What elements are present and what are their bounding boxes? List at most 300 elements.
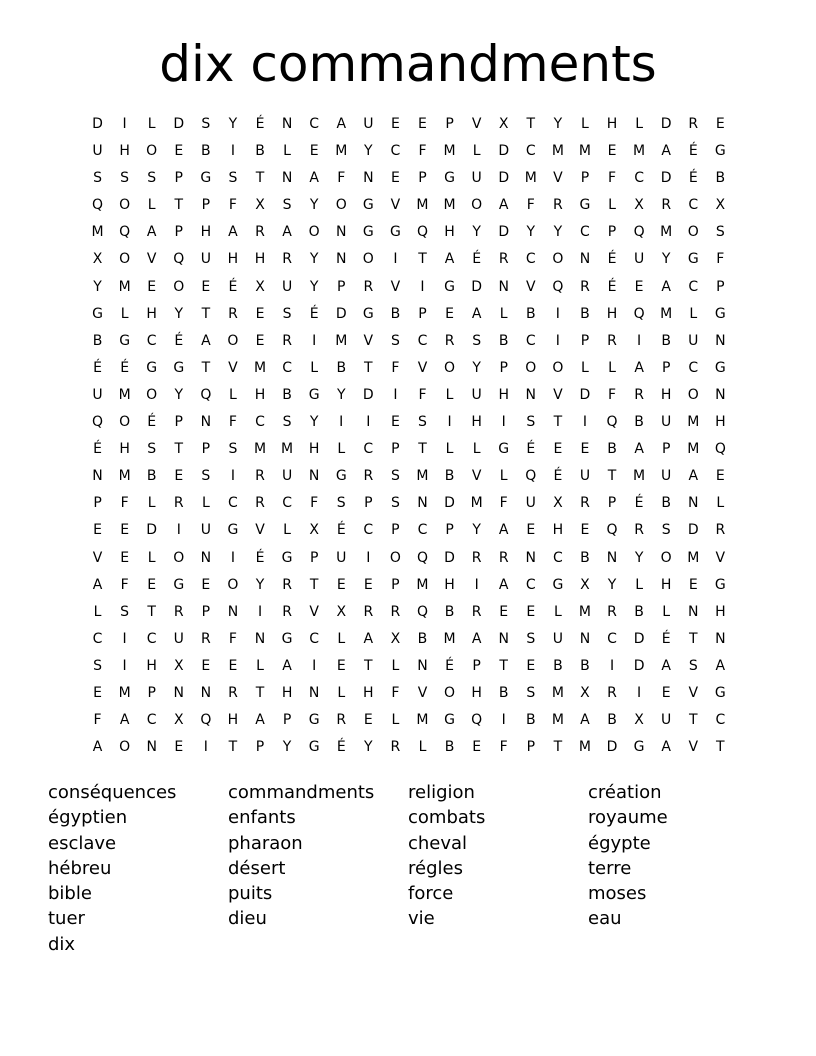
grid-letter: M xyxy=(118,468,131,485)
grid-letter: P xyxy=(661,441,671,458)
word-list-item: désert xyxy=(228,857,286,879)
grid-letter: É xyxy=(120,359,130,376)
grid-letter: L xyxy=(499,305,508,322)
grid-row xyxy=(84,734,734,761)
grid-letter: I xyxy=(122,657,127,674)
grid-letter: D xyxy=(146,522,158,539)
grid-letter: Y xyxy=(472,224,481,241)
grid-letter: R xyxy=(580,495,590,512)
grid-letter: F xyxy=(391,684,400,701)
grid-letter: Q xyxy=(92,414,104,431)
grid-letter: H xyxy=(119,143,130,160)
word-list-item: force xyxy=(408,883,454,905)
grid-letter: B xyxy=(634,414,644,431)
grid-letter: Y xyxy=(553,116,563,132)
grid-letter: T xyxy=(364,657,373,674)
grid-letter: L xyxy=(229,386,237,403)
grid-letter: L xyxy=(120,305,129,322)
grid-letter: F xyxy=(120,576,129,593)
grid-letter: G xyxy=(173,359,185,376)
grid-letter: T xyxy=(364,359,373,376)
grid-letter: X xyxy=(715,197,726,214)
grid-letter: I xyxy=(393,386,398,403)
grid-letter: É xyxy=(661,630,671,647)
word-list-item: esclave xyxy=(48,832,117,854)
grid-letter: Q xyxy=(416,603,428,620)
grid-letter: L xyxy=(310,359,319,376)
grid-letter: C xyxy=(146,630,157,647)
grid-letter: Q xyxy=(633,224,645,241)
grid-letter: G xyxy=(146,359,158,376)
grid-letter: P xyxy=(147,684,156,701)
grid-letter: P xyxy=(445,522,454,539)
grid-letter: N xyxy=(417,657,428,674)
word-list-item: commandments xyxy=(228,782,375,803)
grid-row xyxy=(84,599,734,626)
grid-letter: T xyxy=(255,170,265,187)
grid-letter: P xyxy=(201,197,211,214)
grid-letter: Y xyxy=(174,305,184,322)
grid-letter: I xyxy=(474,576,479,593)
grid-letter: T xyxy=(228,739,238,756)
grid-letter: B xyxy=(525,712,536,729)
grid-letter: É xyxy=(174,332,184,349)
grid-letter: Y xyxy=(309,197,319,214)
grid-letter: U xyxy=(281,278,293,295)
grid-letter: E xyxy=(201,278,211,295)
grid-letter: V xyxy=(390,197,401,214)
grid-letter: H xyxy=(119,441,130,458)
grid-letter: D xyxy=(498,224,510,241)
grid-letter: É xyxy=(607,278,617,295)
grid-letter: B xyxy=(634,603,644,620)
grid-letter: R xyxy=(498,251,509,268)
grid-letter: Y xyxy=(607,576,617,593)
grid-letter: É xyxy=(309,305,319,322)
grid-letter: R xyxy=(173,603,184,620)
grid-letter: G xyxy=(444,278,455,295)
grid-letter: F xyxy=(716,251,725,268)
grid-row xyxy=(84,680,734,707)
grid-letter: A xyxy=(471,630,482,647)
grid-letter: A xyxy=(661,143,671,160)
grid-letter: L xyxy=(337,630,346,647)
grid-letter: A xyxy=(363,630,374,647)
grid-letter: N xyxy=(308,468,320,485)
grid-letter: N xyxy=(498,278,509,295)
grid-letter: X xyxy=(390,630,401,647)
grid-letter: S xyxy=(472,332,482,349)
grid-letter: O xyxy=(471,197,483,214)
grid-letter: P xyxy=(309,549,319,566)
grid-letter: E xyxy=(526,603,536,620)
grid-letter: D xyxy=(362,386,374,403)
grid-letter: P xyxy=(174,414,183,431)
word-list-item: religion xyxy=(408,782,475,803)
grid-letter: M xyxy=(660,305,673,322)
grid-row xyxy=(84,382,734,409)
grid-letter: M xyxy=(633,143,646,160)
grid-letter: N xyxy=(200,684,212,701)
grid-letter: G xyxy=(444,170,455,187)
word-list-item: égypte xyxy=(588,832,651,854)
grid-letter: T xyxy=(174,441,184,458)
grid-letter: G xyxy=(92,305,103,322)
grid-letter: C xyxy=(309,630,320,647)
grid-letter: I xyxy=(339,414,344,431)
grid-letter: D xyxy=(498,170,510,187)
grid-letter: A xyxy=(715,657,726,674)
grid-letter: X xyxy=(173,712,184,729)
grid-letter: P xyxy=(526,739,536,756)
grid-letter: G xyxy=(281,549,293,566)
grid-letter: V xyxy=(688,684,699,701)
grid-letter: N xyxy=(254,630,266,647)
grid-letter: H xyxy=(552,522,564,539)
grid-letter: A xyxy=(661,739,671,756)
grid-letter: L xyxy=(499,468,508,485)
grid-letter: R xyxy=(363,278,374,295)
grid-letter: F xyxy=(391,359,400,376)
grid-letter: N xyxy=(92,468,103,485)
grid-row xyxy=(84,274,734,301)
word-list-item: royaume xyxy=(588,807,668,829)
grid-letter: O xyxy=(173,278,185,295)
grid-letter: C xyxy=(634,170,644,187)
grid-letter: T xyxy=(418,441,427,458)
grid-letter: P xyxy=(337,278,346,295)
grid-letter: H xyxy=(227,712,239,729)
grid-letter: L xyxy=(472,143,481,160)
grid-row xyxy=(84,301,734,328)
grid-letter: R xyxy=(255,495,265,512)
grid-letter: B xyxy=(498,332,509,349)
grid-letter: L xyxy=(472,441,481,458)
grid-letter: E xyxy=(201,657,211,674)
grid-letter: A xyxy=(146,224,157,241)
grid-letter: U xyxy=(281,468,293,485)
grid-letter: T xyxy=(255,684,265,701)
grid-letter: V xyxy=(471,468,482,485)
grid-letter: I xyxy=(230,143,235,160)
grid-letter: T xyxy=(174,197,184,214)
grid-letter: O xyxy=(687,386,699,403)
grid-letter: U xyxy=(471,170,482,187)
grid-letter: H xyxy=(308,441,320,458)
grid-letter: G xyxy=(687,251,699,268)
grid-letter: G xyxy=(281,630,293,647)
grid-letter: P xyxy=(364,495,373,512)
grid-letter: I xyxy=(122,116,127,132)
grid-letter: O xyxy=(119,414,131,431)
grid-letter: U xyxy=(688,332,699,349)
grid-letter: X xyxy=(336,603,347,620)
grid-letter: I xyxy=(637,332,642,349)
grid-letter: V xyxy=(553,386,563,403)
grid-letter: B xyxy=(607,712,617,729)
grid-letter: L xyxy=(445,386,454,403)
grid-letter: I xyxy=(393,251,398,268)
grid-letter: I xyxy=(176,522,181,539)
grid-letter: M xyxy=(443,197,456,214)
grid-letter: B xyxy=(201,143,211,160)
grid-letter: D xyxy=(444,549,455,566)
grid-letter: G xyxy=(552,576,564,593)
grid-letter: L xyxy=(391,657,400,674)
grid-letter: P xyxy=(418,305,427,322)
grid-letter: S xyxy=(336,495,346,512)
grid-letter: N xyxy=(227,603,239,620)
grid-letter: É xyxy=(526,441,536,458)
grid-letter: H xyxy=(660,386,672,403)
grid-letter: M xyxy=(687,414,700,431)
grid-letter: V xyxy=(471,116,482,132)
grid-letter: D xyxy=(660,170,672,187)
grid-letter: R xyxy=(444,332,455,349)
grid-letter: C xyxy=(228,495,238,512)
grid-letter: G xyxy=(444,712,455,729)
grid-letter: R xyxy=(607,603,617,620)
grid-letter: D xyxy=(660,116,672,132)
grid-letter: A xyxy=(92,576,103,593)
grid-letter: G xyxy=(173,576,185,593)
grid-letter: C xyxy=(525,143,536,160)
grid-letter: S xyxy=(282,414,292,431)
grid-letter: A xyxy=(498,197,509,214)
grid-letter: F xyxy=(607,170,617,187)
grid-letter: B xyxy=(553,657,563,674)
grid-letter: C xyxy=(552,549,563,566)
grid-letter: P xyxy=(391,522,400,539)
grid-letter: Y xyxy=(93,278,102,295)
grid-letter: C xyxy=(282,495,292,512)
grid-letter: L xyxy=(608,197,616,214)
grid-letter: R xyxy=(228,305,238,322)
grid-letter: P xyxy=(174,170,183,187)
grid-letter: E xyxy=(93,684,102,701)
grid-letter: R xyxy=(173,495,184,512)
grid-letter: I xyxy=(420,278,425,295)
grid-row xyxy=(84,463,734,490)
grid-letter: A xyxy=(634,359,644,376)
grid-letter: C xyxy=(417,332,428,349)
grid-letter: T xyxy=(716,739,725,756)
grid-letter: X xyxy=(634,712,644,729)
grid-letter: É xyxy=(228,278,238,295)
word-list-item: régles xyxy=(408,857,463,879)
grid-letter: H xyxy=(606,116,618,132)
grid-letter: I xyxy=(203,739,208,756)
grid-letter: Y xyxy=(282,739,292,756)
grid-letter: R xyxy=(498,549,509,566)
grid-letter: É xyxy=(472,251,482,268)
grid-letter: R xyxy=(715,522,726,539)
grid-letter: O xyxy=(119,197,131,214)
grid-letter: É xyxy=(336,522,346,539)
grid-letter: N xyxy=(363,170,374,187)
grid-letter: U xyxy=(200,251,211,268)
grid-letter: F xyxy=(337,170,346,187)
grid-letter: É xyxy=(255,549,265,566)
grid-letter: I xyxy=(312,657,317,674)
grid-letter: S xyxy=(147,441,157,458)
grid-letter: O xyxy=(173,549,185,566)
word-list-item: dix xyxy=(48,933,76,955)
grid-letter: O xyxy=(660,549,672,566)
grid-letter: E xyxy=(418,116,427,132)
grid-letter: E xyxy=(445,305,454,322)
grid-letter: X xyxy=(309,522,319,539)
word-list xyxy=(48,780,788,957)
word-list-item: conséquences xyxy=(48,782,177,803)
grid-letter: T xyxy=(607,468,617,485)
grid-letter: É xyxy=(607,251,617,268)
grid-letter: M xyxy=(335,143,348,160)
grid-letter: T xyxy=(553,739,563,756)
grid-letter: O xyxy=(389,549,401,566)
grid-letter: É xyxy=(255,116,265,132)
grid-row xyxy=(84,653,734,680)
grid-letter: U xyxy=(579,468,591,485)
grid-letter: C xyxy=(688,359,699,376)
grid-letter: R xyxy=(255,468,265,485)
grid-letter: Y xyxy=(553,224,563,241)
grid-letter: F xyxy=(228,414,237,431)
grid-letter: V xyxy=(363,332,374,349)
grid-letter: H xyxy=(281,684,293,701)
grid-letter: A xyxy=(580,712,590,729)
grid-letter: É xyxy=(93,359,102,376)
grid-letter: O xyxy=(146,143,158,160)
grid-letter: S xyxy=(93,657,102,674)
grid-letter: C xyxy=(146,332,157,349)
grid-letter: R xyxy=(634,386,644,403)
grid-letter: H xyxy=(715,414,726,431)
grid-letter: U xyxy=(633,251,645,268)
grid-letter: Y xyxy=(364,739,373,756)
grid-letter: B xyxy=(580,657,590,674)
grid-letter: U xyxy=(363,116,374,132)
grid-letter: R xyxy=(688,116,699,132)
grid-letter: E xyxy=(174,739,184,756)
grid-letter: L xyxy=(147,197,156,214)
grid-letter: C xyxy=(525,576,536,593)
grid-letter: F xyxy=(228,197,237,214)
grid-letter: G xyxy=(335,468,347,485)
grid-letter: M xyxy=(524,170,537,187)
grid-letter: E xyxy=(390,170,400,187)
grid-letter: R xyxy=(282,603,292,620)
grid-letter: N xyxy=(688,603,699,620)
grid-letter: S xyxy=(526,684,536,701)
grid-letter: M xyxy=(416,712,429,729)
page-title: dix commandments xyxy=(159,35,657,93)
grid-letter: B xyxy=(255,143,265,160)
grid-letter: X xyxy=(255,278,265,295)
grid-letter: L xyxy=(716,495,725,512)
grid-letter: V xyxy=(417,684,428,701)
grid-letter: P xyxy=(93,495,102,512)
grid-letter: N xyxy=(498,630,509,647)
grid-letter: P xyxy=(499,359,508,376)
grid-letter: T xyxy=(688,712,698,729)
grid-letter: A xyxy=(201,332,211,349)
grid-letter: H xyxy=(227,251,239,268)
grid-letter: A xyxy=(444,251,455,268)
grid-letter: R xyxy=(363,468,374,485)
word-list-item: combats xyxy=(408,807,486,829)
grid-letter: U xyxy=(173,630,184,647)
word-list-item: tuer xyxy=(48,908,85,930)
grid-letter: I xyxy=(312,332,317,349)
grid-letter: A xyxy=(688,468,699,485)
grid-letter: C xyxy=(363,522,374,539)
grid-letter: R xyxy=(282,251,292,268)
grid-letter: D xyxy=(498,143,510,160)
grid-letter: E xyxy=(472,739,482,756)
grid-letter: S xyxy=(661,522,671,539)
grid-letter: Y xyxy=(472,359,481,376)
grid-letter: Q xyxy=(200,386,212,403)
grid-letter: L xyxy=(337,684,346,701)
grid-letter: B xyxy=(580,549,590,566)
grid-letter: E xyxy=(526,657,536,674)
grid-letter: P xyxy=(580,170,590,187)
grid-letter: A xyxy=(471,305,482,322)
grid-letter: M xyxy=(443,630,456,647)
grid-letter: D xyxy=(606,739,618,756)
grid-letter: S xyxy=(715,224,725,241)
grid-letter: R xyxy=(634,522,644,539)
grid-letter: R xyxy=(390,603,401,620)
word-list-item: eau xyxy=(588,908,622,930)
grid-letter: Y xyxy=(472,522,481,539)
grid-letter: S xyxy=(282,305,292,322)
grid-letter: R xyxy=(363,603,374,620)
grid-letter: Y xyxy=(309,278,319,295)
grid-letter: P xyxy=(607,224,617,241)
grid-letter: P xyxy=(255,739,265,756)
grid-letter: B xyxy=(661,332,671,349)
grid-letter: U xyxy=(661,712,672,729)
grid-letter: X xyxy=(580,684,590,701)
grid-letter: I xyxy=(230,549,235,566)
grid-letter: N xyxy=(200,549,212,566)
grid-letter: L xyxy=(201,495,210,512)
word-list-item: pharaon xyxy=(228,832,303,854)
grid-letter: N xyxy=(525,386,537,403)
grid-letter: B xyxy=(498,684,509,701)
grid-letter: C xyxy=(363,441,374,458)
grid-letter: E xyxy=(201,576,211,593)
grid-letter: B xyxy=(580,305,590,322)
grid-letter: Y xyxy=(309,414,319,431)
grid-letter: L xyxy=(147,549,156,566)
grid-letter: G xyxy=(389,224,401,241)
grid-letter: L xyxy=(608,359,616,376)
grid-letter: É xyxy=(336,739,346,756)
grid-letter: D xyxy=(633,657,645,674)
grid-row xyxy=(84,545,734,572)
grid-letter: G xyxy=(308,712,320,729)
grid-letter: H xyxy=(146,657,157,674)
grid-letter: Q xyxy=(92,197,104,214)
grid-letter: A xyxy=(282,657,292,674)
grid-letter: P xyxy=(716,278,725,295)
grid-letter: A xyxy=(661,657,671,674)
grid-letter: É xyxy=(634,495,644,512)
grid-letter: Y xyxy=(336,386,346,403)
